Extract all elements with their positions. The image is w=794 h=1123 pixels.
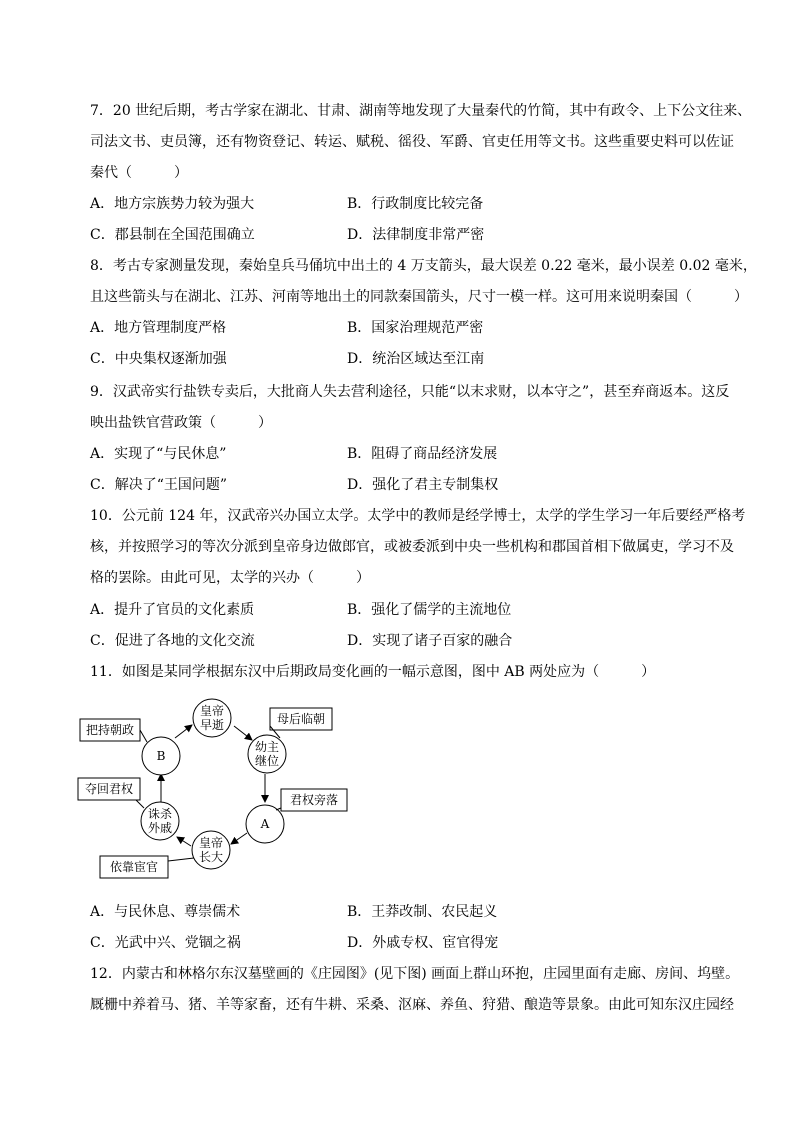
question-11 bbox=[90, 657, 730, 688]
node-emperor-dies-line-1: 皇帝 bbox=[199, 704, 225, 718]
question-7-line-1: 7．20 世纪后期，考古学家在湖北、甘肃、湖南等地发现了大量秦代的竹简，其中有政令、上下公文往来、 bbox=[90, 103, 752, 119]
question-12-line-1: 12．内蒙古和林格尔东汉墓壁画的《庄园图》(见下图) 画面上群山环抱，庄园里面有走廊、房间、坞壁。 bbox=[90, 966, 740, 982]
label-empress-regency-text: 母后临朝 bbox=[276, 712, 326, 726]
question-10 bbox=[90, 501, 746, 594]
question-9-option-c[interactable]: C．解决了“王国问题” bbox=[90, 477, 228, 493]
question-11-option-a[interactable]: A．与民休息、尊崇儒术 bbox=[90, 904, 241, 920]
question-7-option-b[interactable]: B．行政制度比较完备 bbox=[347, 196, 484, 212]
question-8 bbox=[90, 251, 757, 313]
question-10-option-d[interactable]: D．实现了诸子百家的融合 bbox=[347, 633, 513, 649]
label-power-falls bbox=[276, 789, 347, 811]
question-8-line-2: 且这些箭头与在湖北、江苏、河南等地出土的同款秦国箭头，尺寸一模一样。这可用来说明秦国（ ） bbox=[90, 289, 748, 305]
node-emperor-dies bbox=[193, 699, 231, 737]
question-9-line-1: 9．汉武帝实行盐铁专卖后，大批商人失去营利途径，只能“以末求财，以本守之”，甚至弃商返本。这反 bbox=[90, 384, 730, 400]
node-a bbox=[246, 805, 284, 843]
question-9-option-b[interactable]: B．阻碍了商品经济发展 bbox=[347, 446, 498, 462]
node-emperor-dies-line-2: 早逝 bbox=[199, 718, 225, 732]
question-10-option-a[interactable]: A．提升了官员的文化素质 bbox=[90, 602, 255, 618]
label-control-court bbox=[80, 719, 147, 742]
question-8-options-row-1 bbox=[90, 313, 730, 344]
question-10-option-c[interactable]: C．促进了各地的文化交流 bbox=[90, 633, 255, 649]
node-b bbox=[142, 737, 180, 775]
node-b-label: B bbox=[156, 749, 166, 763]
question-10-line-1: 10．公元前 124 年，汉武帝兴办国立太学。太学中的教师是经学博士，太学的学生学习一年后要经严格考 bbox=[90, 508, 746, 524]
question-10-options-row-1 bbox=[90, 595, 730, 626]
question-11-options-row-2 bbox=[90, 928, 730, 959]
question-9-option-a[interactable]: A．实现了“与民休息” bbox=[90, 446, 227, 462]
question-7-option-c[interactable]: C．郡县制在全国范围确立 bbox=[90, 227, 255, 243]
question-8-option-a[interactable]: A．地方管理制度严格 bbox=[90, 320, 227, 336]
arrow-b-to-emperor-dies bbox=[175, 725, 192, 738]
node-emperor-grows bbox=[192, 831, 230, 869]
question-10-options-row-2 bbox=[90, 626, 730, 657]
question-7-line-3: 秦代（ ） bbox=[90, 165, 188, 181]
question-9 bbox=[90, 377, 730, 439]
label-rely-eunuchs-text: 依靠宦官 bbox=[109, 860, 159, 874]
question-8-option-d[interactable]: D．统治区域达至江南 bbox=[347, 351, 485, 367]
node-young-lord-line-2: 继位 bbox=[254, 754, 280, 768]
question-7 bbox=[90, 96, 752, 189]
node-kill-line-2: 外戚 bbox=[147, 821, 173, 835]
question-8-option-c[interactable]: C．中央集权逐渐加强 bbox=[90, 351, 227, 367]
arrow-a-to-grows bbox=[231, 833, 247, 844]
question-10-line-3: 格的罢除。由此可见，太学的兴办（ ） bbox=[90, 570, 370, 586]
question-8-line-1: 8．考古专家测量发现，秦始皇兵马俑坑中出土的 4 万支箭头，最大误差 0.22 毫米，最小误差 0.02 毫米， bbox=[90, 258, 757, 274]
political-cycle-diagram bbox=[74, 696, 364, 886]
question-7-options-row-1 bbox=[90, 189, 730, 220]
question-9-line-2: 映出盐铁官营政策（ ） bbox=[90, 415, 272, 431]
arrow-dies-to-young bbox=[234, 726, 252, 740]
question-7-line-2: 司法文书、吏员簿，还有物资登记、转运、赋税、徭役、军爵、官吏任用等文书。这些重要史料可以佐证 bbox=[90, 134, 734, 150]
label-empress-regency bbox=[270, 708, 332, 738]
question-7-options-row-2 bbox=[90, 220, 730, 251]
label-power-falls-text: 君权旁落 bbox=[289, 793, 339, 807]
node-kill bbox=[141, 802, 179, 840]
question-12 bbox=[90, 959, 740, 1021]
question-10-option-b[interactable]: B．强化了儒学的主流地位 bbox=[347, 602, 512, 618]
question-11-option-d[interactable]: D．外戚专权、宦官得宠 bbox=[347, 935, 499, 951]
question-11-line-1: 11．如图是某同学根据东汉中后期政局变化画的一幅示意图，图中 AB 两处应为（ ） bbox=[90, 664, 656, 680]
node-kill-line-1: 诛杀 bbox=[147, 807, 173, 821]
question-9-options-row-1 bbox=[90, 439, 730, 470]
label-regain-power-text: 夺回君权 bbox=[84, 782, 134, 796]
question-9-option-d[interactable]: D．强化了君主专制集权 bbox=[347, 477, 499, 493]
node-emperor-grows-line-1: 皇帝 bbox=[198, 836, 224, 850]
label-control-court-text: 把持朝政 bbox=[85, 723, 135, 737]
node-a-label: A bbox=[260, 817, 270, 831]
question-7-option-d[interactable]: D．法律制度非常严密 bbox=[347, 227, 485, 243]
diagram-svg bbox=[74, 696, 364, 886]
question-8-option-b[interactable]: B．国家治理规范严密 bbox=[347, 320, 484, 336]
question-8-options-row-2 bbox=[90, 344, 730, 375]
question-7-option-a[interactable]: A．地方宗族势力较为强大 bbox=[90, 196, 255, 212]
question-9-options-row-2 bbox=[90, 470, 730, 501]
arrow-grows-to-kill bbox=[177, 837, 191, 846]
label-rely-eunuchs bbox=[100, 856, 194, 878]
node-young-lord bbox=[248, 735, 286, 773]
node-young-lord-line-1: 幼主 bbox=[254, 740, 280, 754]
question-11-option-c[interactable]: C．光武中兴、党锢之祸 bbox=[90, 935, 241, 951]
question-11-option-b[interactable]: B．王莽改制、农民起义 bbox=[347, 904, 498, 920]
question-12-line-2: 厩栅中养着马、猪、羊等家畜，还有牛耕、采桑、沤麻、养鱼、狩猎、酿造等景象。由此可知东汉庄园经 bbox=[90, 997, 734, 1013]
label-regain-power bbox=[78, 778, 144, 808]
node-emperor-grows-line-2: 长大 bbox=[198, 850, 224, 864]
question-10-line-2: 核，并按照学习的等次分派到皇帝身边做郎官，或被委派到中央一些机构和郡国首相下做属吏，学习不及 bbox=[90, 539, 734, 555]
question-11-options-row-1 bbox=[90, 897, 730, 928]
